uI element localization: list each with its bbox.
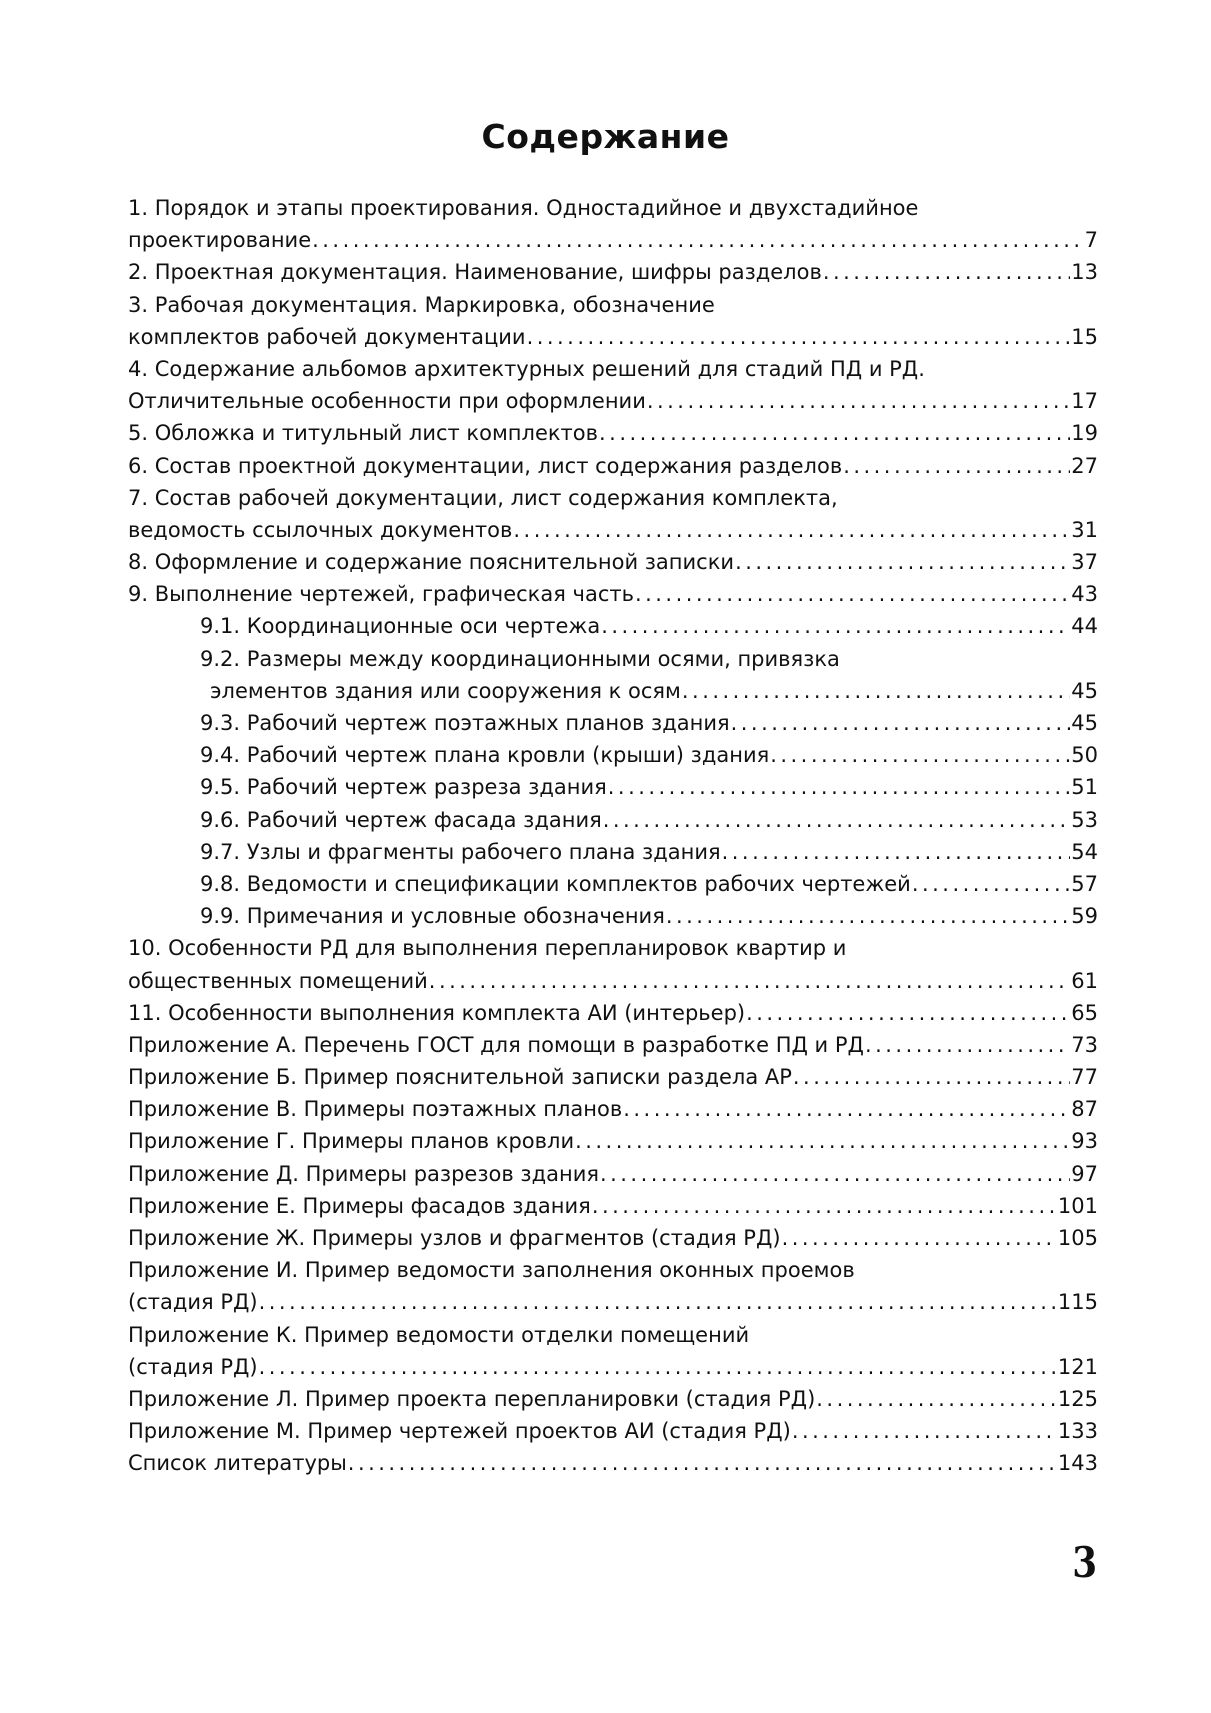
toc-entry-line <box>128 965 1098 997</box>
dot-leader <box>865 1029 1070 1061</box>
toc-page-number: 7 <box>1084 228 1098 253</box>
toc-entry-text: 9.3. Рабочий чертеж поэтажных планов здания <box>200 711 730 735</box>
toc-page-number: 45 <box>1071 711 1098 735</box>
toc-page-number: 44 <box>1071 614 1098 639</box>
toc-entry-text: 9.9. Примечания и условные обозначения <box>200 904 665 929</box>
toc-entry-line <box>128 1061 1098 1093</box>
dot-leader <box>731 707 1071 739</box>
toc-page-number: 97 <box>1071 1161 1098 1186</box>
toc-page-number: 50 <box>1071 743 1098 768</box>
toc-page-number: 115 <box>1057 1290 1098 1315</box>
toc-entry-text: (стадия РД) <box>128 1354 258 1379</box>
toc-entry-line <box>128 739 1098 771</box>
toc-page-number: 133 <box>1057 1419 1098 1444</box>
dot-leader <box>259 1286 1057 1318</box>
toc-entry-line <box>128 1351 1098 1383</box>
toc-page-number: 27 <box>1071 453 1098 478</box>
toc-entry-text: Приложение В. Примеры поэтажных планов <box>128 1097 623 1122</box>
dot-leader <box>623 1093 1070 1125</box>
toc-entry-line <box>128 804 1098 836</box>
toc-entry-line <box>128 546 1098 578</box>
toc-entry-text: 4. Содержание альбомов архитектурных решений для стадий ПД и РД. <box>128 356 925 381</box>
toc-page-number: 57 <box>1071 871 1098 896</box>
dot-leader <box>635 578 1070 610</box>
toc-entry-text: Приложение М. Пример чертежей проектов АИ (стадия РД) <box>128 1419 791 1444</box>
toc-entry-line <box>128 610 1098 642</box>
toc-page-number: 61 <box>1071 968 1098 993</box>
toc-entry-line <box>128 1190 1098 1222</box>
toc-entry-line <box>128 900 1098 932</box>
dot-leader <box>793 1061 1070 1093</box>
toc-entry-line <box>128 675 1098 707</box>
dot-leader <box>666 900 1070 932</box>
toc-entry-text: 8. Оформление и содержание пояснительной записки <box>128 550 735 575</box>
toc-entry-text: проектирование <box>128 228 312 253</box>
toc-entry-line <box>128 224 1098 256</box>
toc-entry-text: 3. Рабочая документация. Маркировка, обозначение <box>128 292 715 317</box>
toc-entry-text: Приложение А. Перечень ГОСТ для помощи в разработке ПД и РД <box>128 1032 864 1057</box>
dot-leader <box>735 546 1070 578</box>
toc-entry-line <box>128 514 1098 546</box>
toc-entry-line <box>128 192 1098 224</box>
dot-leader <box>513 514 1070 546</box>
toc-entry-line <box>128 353 1098 385</box>
dot-leader <box>792 1415 1057 1447</box>
toc-entry-text: 9.7. Узлы и фрагменты рабочего плана здания <box>200 839 721 864</box>
toc-entry-text: Приложение Г. Примеры планов кровли <box>128 1129 575 1154</box>
toc-entry-text: Приложение Б. Пример пояснительной записки раздела АР <box>128 1065 792 1090</box>
dot-leader <box>816 1383 1057 1415</box>
toc-entry-line <box>128 997 1098 1029</box>
toc-page-number: 37 <box>1071 550 1098 575</box>
toc-page-number: 143 <box>1057 1451 1098 1476</box>
toc-entry-line <box>128 1383 1098 1415</box>
toc-entry-text: 7. Состав рабочей документации, лист содержания комплекта, <box>128 485 838 510</box>
dot-leader <box>823 256 1070 288</box>
toc-entry-text: 9.2. Размеры между координационными осями, привязка <box>200 646 840 671</box>
page-number: 3 <box>1072 1538 1098 1587</box>
toc-entry-text: 6. Состав проектной документации, лист содержания разделов <box>128 453 843 478</box>
dot-leader <box>575 1125 1070 1157</box>
toc-entry-line <box>128 1415 1098 1447</box>
toc-entry-text: 5. Обложка и титульный лист комплектов <box>128 421 599 446</box>
toc-page-number: 77 <box>1071 1065 1098 1090</box>
dot-leader <box>746 997 1070 1029</box>
toc-entry-text: комплектов рабочей документации <box>128 324 526 349</box>
dot-leader <box>601 610 1070 642</box>
toc-entry-text: 1. Порядок и этапы проектирования. Одностадийное и двухстадийное <box>128 196 919 220</box>
dot-leader <box>312 224 1084 256</box>
dot-leader <box>603 804 1071 836</box>
toc-entry-text: Приложение Д. Примеры разрезов здания <box>128 1161 599 1186</box>
toc-page-number: 87 <box>1071 1097 1098 1122</box>
dot-leader <box>592 1190 1057 1222</box>
toc-page-number: 43 <box>1071 582 1098 607</box>
dot-leader <box>348 1447 1057 1479</box>
toc-entry-line <box>128 836 1098 868</box>
toc-entry-text: Список литературы <box>128 1451 347 1476</box>
dot-leader <box>647 385 1070 417</box>
toc-page-number: 19 <box>1071 421 1098 446</box>
dot-leader <box>259 1351 1057 1383</box>
toc-page-number: 15 <box>1071 324 1098 349</box>
toc-page-number: 31 <box>1071 517 1098 542</box>
toc-entry-line <box>128 1319 1098 1351</box>
toc-page-number: 65 <box>1071 1000 1098 1025</box>
toc-entry-text: 9.6. Рабочий чертеж фасада здания <box>200 807 602 832</box>
dot-leader <box>527 321 1071 353</box>
toc-entry-line <box>128 450 1098 482</box>
toc-entry-text: 9.1. Координационные оси чертежа <box>200 614 601 639</box>
toc-entry-line <box>128 1254 1098 1286</box>
toc-page-number: 45 <box>1071 678 1098 703</box>
toc-entry-text: общественных помещений <box>128 968 428 993</box>
toc-page-number: 101 <box>1057 1193 1098 1218</box>
toc-page-number: 73 <box>1071 1032 1098 1057</box>
toc-entry-line <box>128 643 1098 675</box>
toc-entry-text: 9.4. Рабочий чертеж плана кровли (крыши) здания <box>200 743 770 768</box>
toc-entry-text: ведомость ссылочных документов <box>128 517 513 542</box>
table-of-contents <box>128 192 1098 1480</box>
toc-entry-line <box>128 1222 1098 1254</box>
toc-entry-line <box>128 1093 1098 1125</box>
toc-entry-line <box>128 289 1098 321</box>
toc-entry-line <box>128 1286 1098 1318</box>
toc-entry-line <box>128 578 1098 610</box>
toc-entry-line <box>128 1125 1098 1157</box>
dot-leader <box>843 450 1070 482</box>
toc-entry-line <box>128 385 1098 417</box>
toc-entry-line <box>128 771 1098 803</box>
dot-leader <box>782 1222 1057 1254</box>
toc-entry-text: 11. Особенности выполнения комплекта АИ (интерьер) <box>128 1000 746 1025</box>
toc-entry-text: (стадия РД) <box>128 1290 258 1315</box>
toc-page-number: 59 <box>1071 904 1098 929</box>
toc-entry-text: 9.8. Ведомости и спецификации комплектов рабочих чертежей <box>200 871 911 896</box>
toc-page-number: 17 <box>1071 389 1098 414</box>
toc-page-number: 53 <box>1071 807 1098 832</box>
toc-page-number: 54 <box>1071 839 1098 864</box>
dot-leader <box>912 868 1070 900</box>
toc-entry-text: Приложение К. Пример ведомости отделки помещений <box>128 1322 750 1347</box>
toc-page-number: 121 <box>1057 1354 1098 1379</box>
toc-entry-text: элементов здания или сооружения к осям <box>210 678 681 703</box>
toc-entry-line <box>128 1158 1098 1190</box>
toc-entry-text: Отличительные особенности при оформлении <box>128 389 646 414</box>
dot-leader <box>722 836 1071 868</box>
dot-leader <box>600 1158 1070 1190</box>
toc-entry-text: Приложение Ж. Примеры узлов и фрагментов (стадия РД) <box>128 1226 781 1250</box>
toc-entry-text: Приложение Е. Примеры фасадов здания <box>128 1193 591 1218</box>
toc-entry-text: 9.5. Рабочий чертеж разреза здания <box>200 775 607 800</box>
toc-entry-line <box>128 1029 1098 1061</box>
toc-entry-line <box>128 417 1098 449</box>
toc-page-number: 13 <box>1071 260 1098 285</box>
page-title: Содержание <box>481 117 730 156</box>
toc-entry-text: Приложение Л. Пример проекта перепланировки (стадия РД) <box>128 1386 816 1411</box>
toc-entry-line <box>128 256 1098 288</box>
toc-entry-line <box>128 321 1098 353</box>
toc-page-number: 51 <box>1071 775 1098 800</box>
dot-leader <box>429 965 1070 997</box>
toc-entry-line <box>128 932 1098 964</box>
toc-entry-text: 9. Выполнение чертежей, графическая часть <box>128 582 634 607</box>
toc-entry-line <box>128 868 1098 900</box>
dot-leader <box>770 739 1070 771</box>
toc-entry-text: 2. Проектная документация. Наименование, шифры разделов <box>128 260 822 285</box>
toc-entry-line <box>128 1447 1098 1479</box>
toc-page-number: 125 <box>1057 1386 1098 1411</box>
toc-entry-text: 10. Особенности РД для выполнения перепланировок квартир и <box>128 936 847 961</box>
dot-leader <box>599 417 1070 449</box>
toc-page-number: 105 <box>1057 1226 1098 1250</box>
toc-entry-line <box>128 482 1098 514</box>
dot-leader <box>682 675 1070 707</box>
dot-leader <box>608 771 1071 803</box>
toc-entry-text: Приложение И. Пример ведомости заполнения оконных проемов <box>128 1258 855 1283</box>
toc-page-number: 93 <box>1071 1129 1098 1154</box>
toc-entry-line <box>128 707 1098 739</box>
